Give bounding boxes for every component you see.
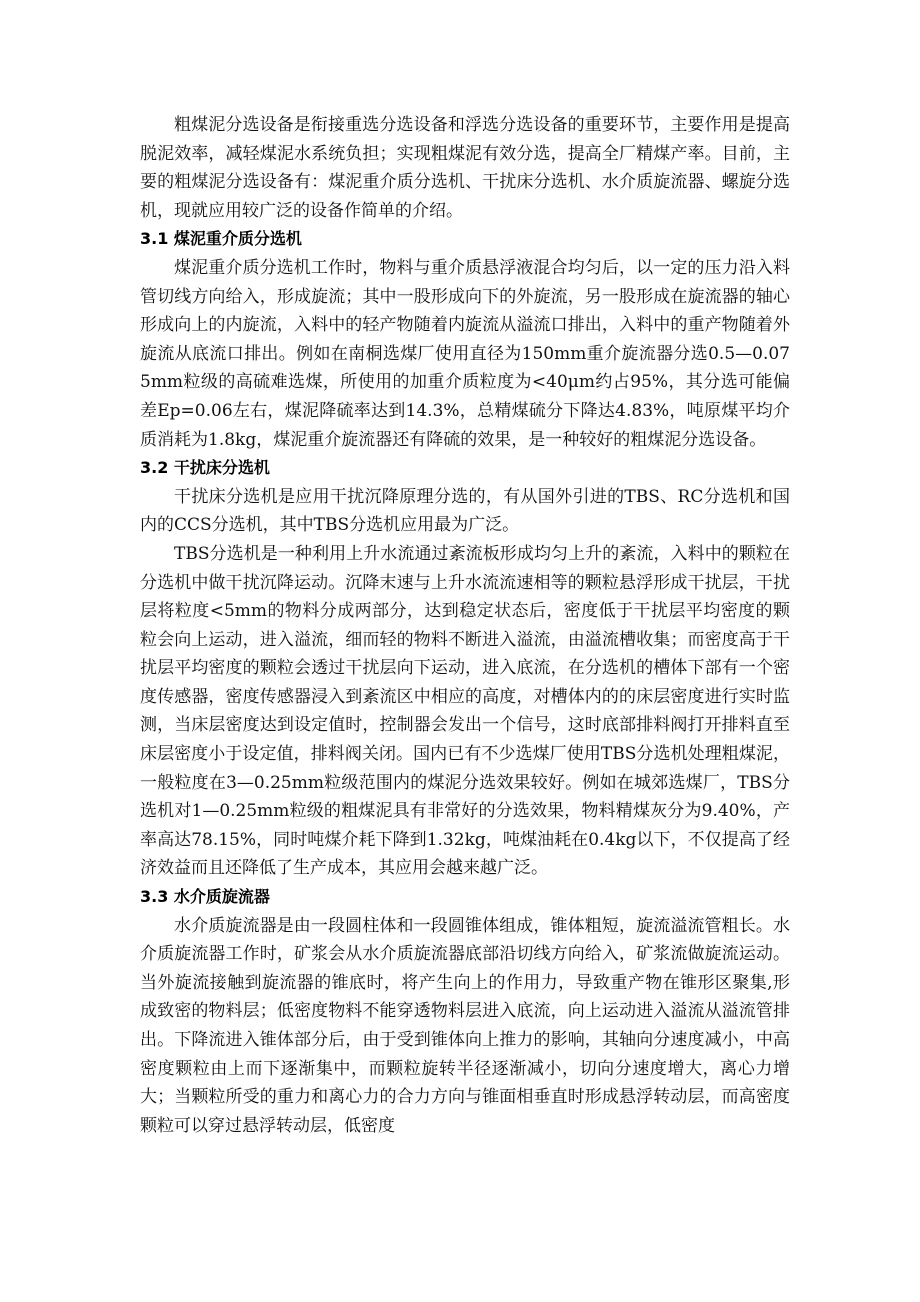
section-heading-3-1: 3.1 煤泥重介质分选机: [140, 229, 302, 249]
section-3-2-paragraph-1: 干扰床分选机是应用干扰沉降原理分选的，有从国外引进的TBS、RC分选机和国内的CCS分选机，其中TBS分选机应用最为广泛。: [140, 486, 790, 536]
document-page: [140, 111, 790, 1140]
intro-paragraph: 粗煤泥分选设备是衔接重选分选设备和浮选分选设备的重要环节，主要作用是提高脱泥效率，减轻煤泥水系统负担；实现粗煤泥有效分选，提高全厂精煤产率。目前，主要的粗煤泥分选设备有：煤泥重介质分选机、干扰床分选机、水介质旋流器、螺旋分选机，现就应用较广泛的设备作简单的介绍。: [140, 115, 790, 221]
section-heading-3-2: 3.2 干扰床分选机: [140, 458, 270, 478]
section-3-2-paragraph-2: TBS分选机是一种利用上升水流通过紊流板形成均匀上升的紊流，入料中的颗粒在分选机中做干扰沉降运动。沉降末速与上升水流流速相等的颗粒悬浮形成干扰层，干扰层将粒度<5mm的物料分成两部分，达到稳定状态后，密度低于干扰层平均密度的颗粒会向上运动，进入溢流，细而轻的物料不断进入溢流，由溢流槽收集；而密度高于干扰层平均密度的颗粒会透过干扰层向下运动，进入底流，在分选机的槽体下部有一个密度传感器，密度传感器浸入到紊流区中相应的高度，对槽体内的的床层密度进行实时监测，当床层密度达到设定值时，控制器会发出一个信号，这时底部排料阀打开排料直至床层密度小于设定值，排料阀关闭。国内已有不少选煤厂使用TBS分选机处理粗煤泥，一般粒度在3—0.25mm粒级范围内的煤泥分选效果较好。例如在城郊选煤厂，TBS分选机对1—0.25mm粒级的粗煤泥具有非常好的分选效果，物料精煤灰分为9.40%，产率高达78.15%，同时吨煤介耗下降到1.32kg，吨煤油耗在0.4kg以下，不仅提高了经济效益而且还降低了生产成本，其应用会越来越广泛。: [140, 543, 790, 879]
section-heading-3-3: 3.3 水介质旋流器: [140, 887, 270, 907]
section-3-3-paragraph-1: 水介质旋流器是由一段圆柱体和一段圆锥体组成，锥体粗短，旋流溢流管粗长。水介质旋流器工作时，矿浆会从水介质旋流器底部沿切线方向给入，矿浆流做旋流运动。当外旋流接触到旋流器的锥底时，将产生向上的作用力，导致重产物在锥形区聚集,形成致密的物料层；低密度物料不能穿透物料层进入底流，向上运动进入溢流从溢流管排出。下降流进入锥体部分后，由于受到锥体向上推力的影响，其轴向分速度减小，中高密度颗粒由上而下逐渐集中，而颗粒旋转半径逐渐减小，切向分速度增大，离心力增大；当颗粒所受的重力和离心力的合力方向与锥面相垂直时形成悬浮转动层，而高密度颗粒可以穿过悬浮转动层，低密度: [140, 915, 790, 1136]
section-3-1-paragraph-1: 煤泥重介质分选机工作时，物料与重介质悬浮液混合均匀后，以一定的压力沿入料管切线方向给入，形成旋流；其中一股形成向下的外旋流，另一股形成在旋流器的轴心形成向上的内旋流，入料中的轻产物随着内旋流从溢流口排出，入料中的重产物随着外旋流从底流口排出。例如在南桐选煤厂使用直径为150mm重介旋流器分选0.5—0.075mm粒级的高硫难选煤，所使用的加重介质粒度为<40μm约占95%，其分选可能偏差Ep=0.06左右，煤泥降硫率达到14.3%，总精煤硫分下降达4.83%，吨原煤平均介质消耗为1.8kg，煤泥重介旋流器还有降硫的效果，是一种较好的粗煤泥分选设备。: [140, 257, 790, 450]
